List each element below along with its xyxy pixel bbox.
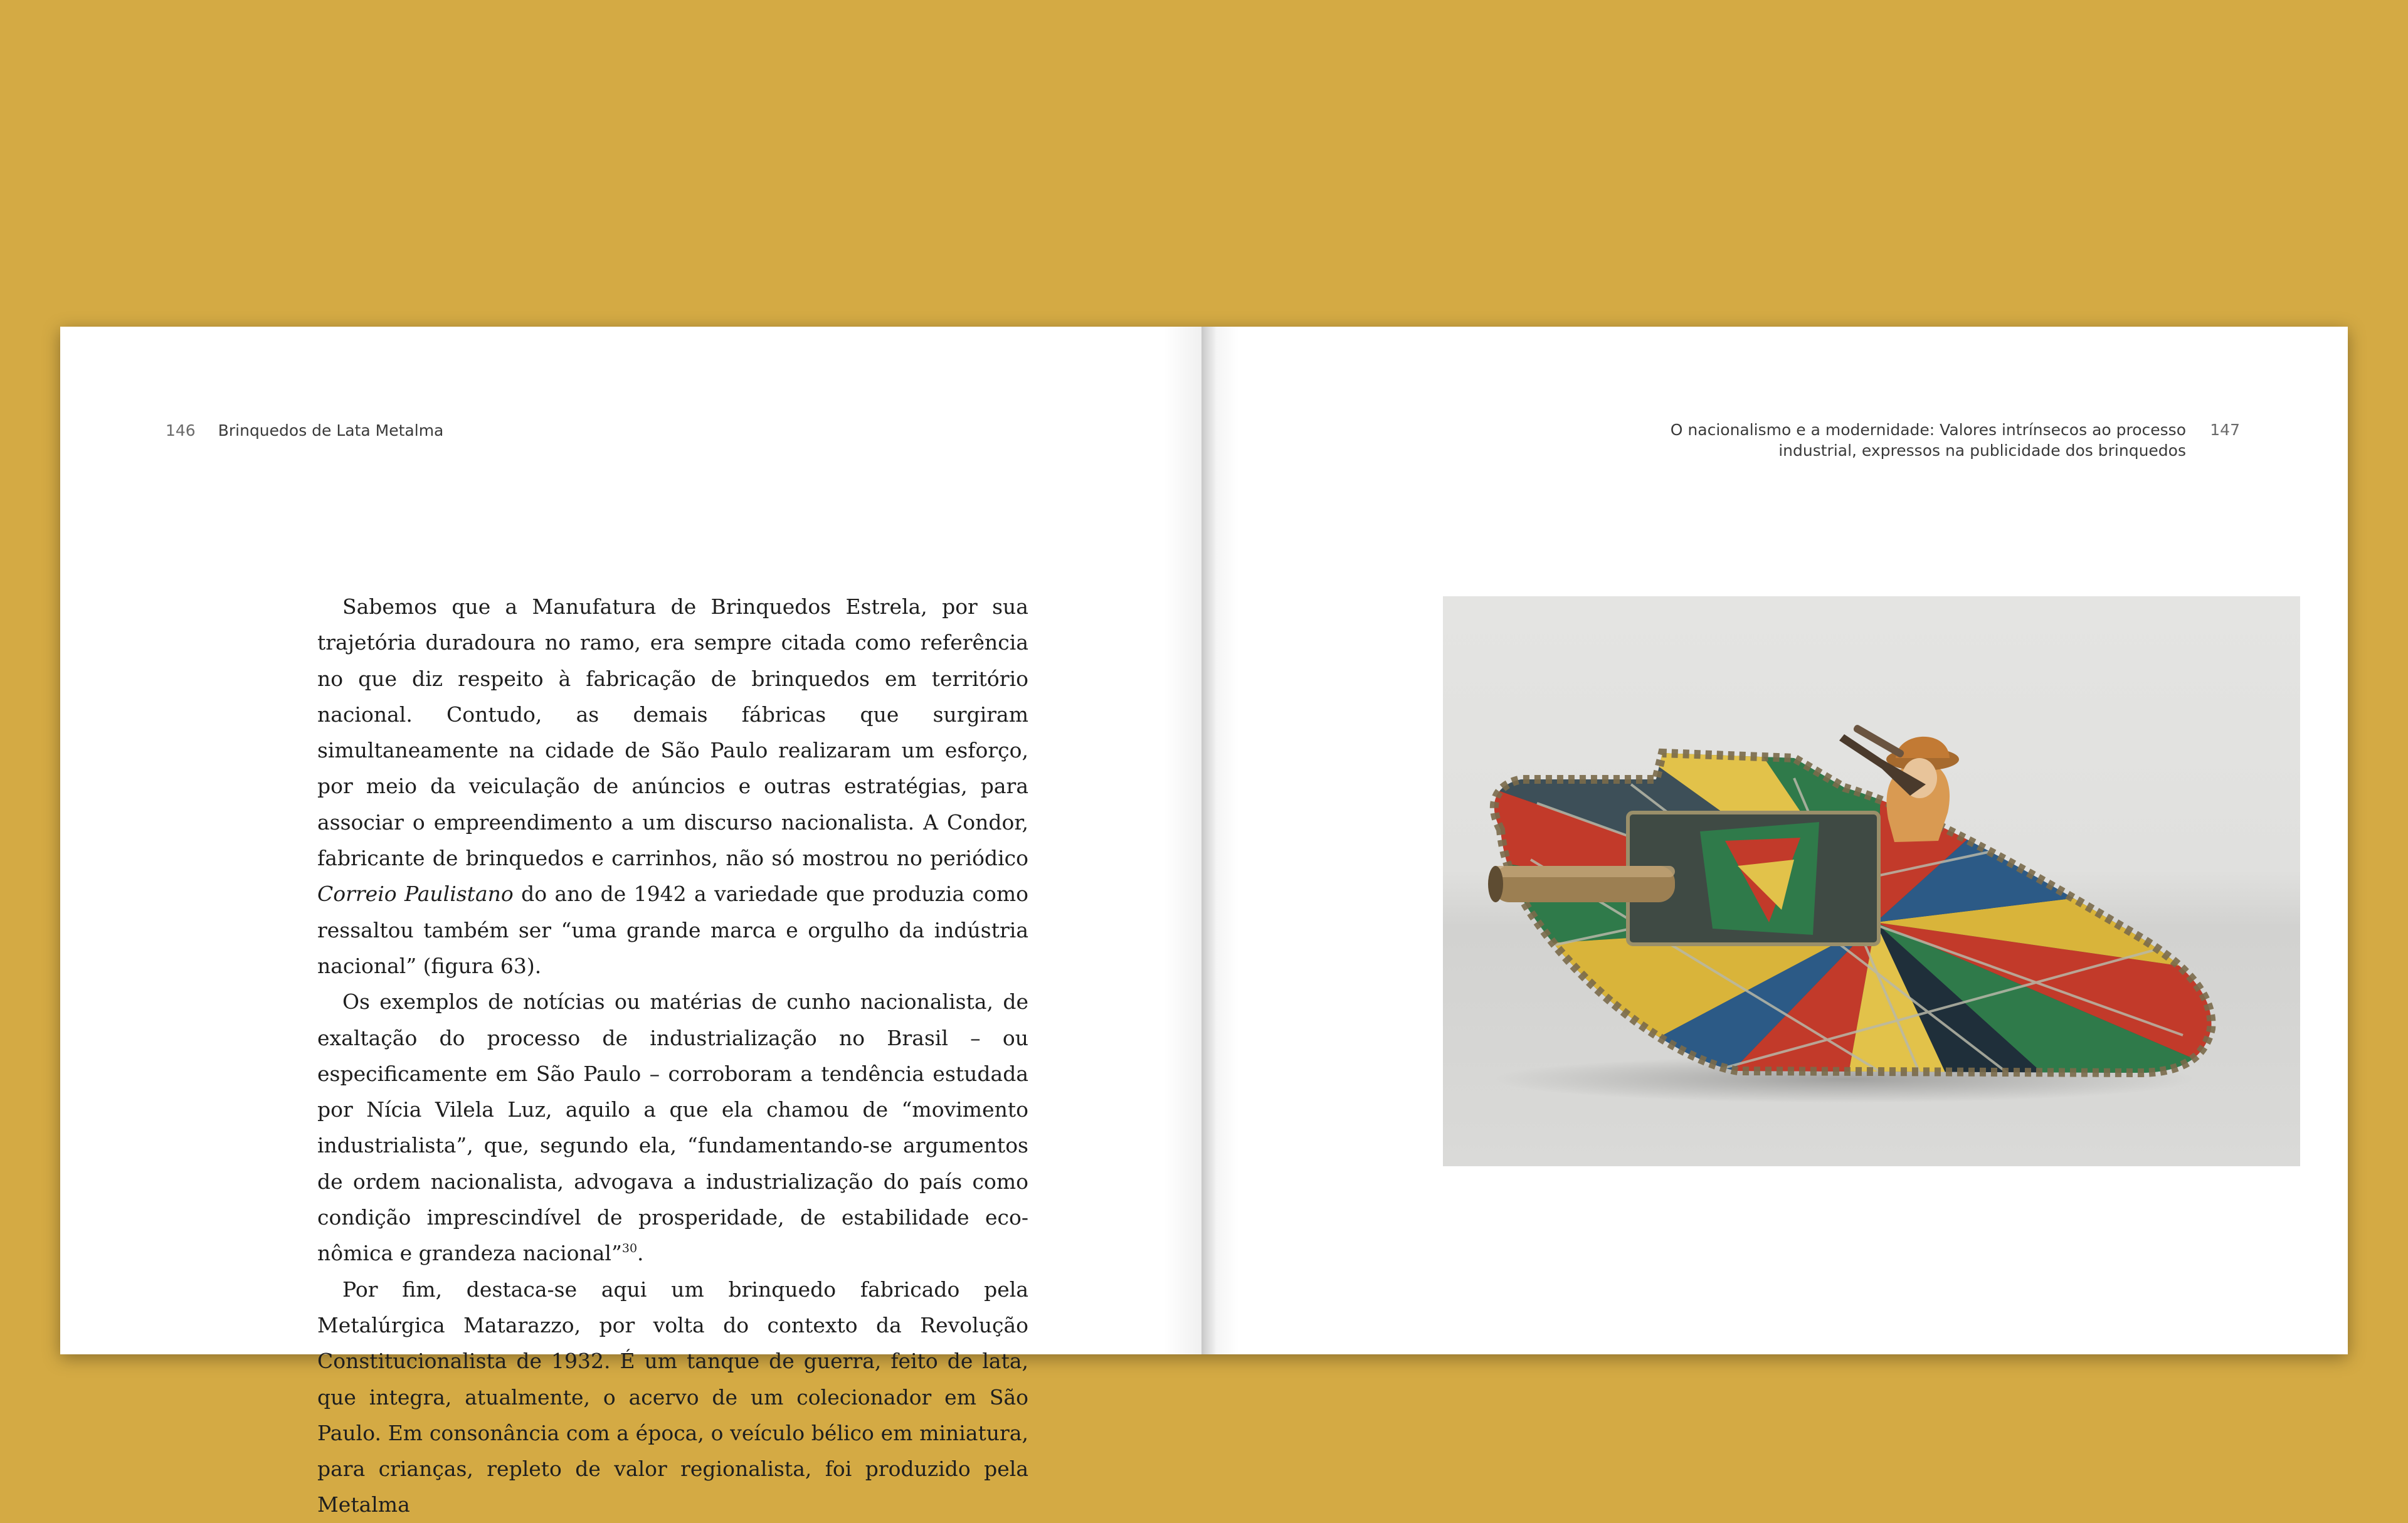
paragraph-text: Por fim, destaca-se aqui um brinquedo fabricado pela Metalúrgica Matarazzo, por volta do contexto da Revolução Constitucionalista de 1932. É um tanque de guerra, feito de lata, que integra, atualmente, o acervo de um colecionador em São Paulo. Em consonância com a época, o veículo bélico em miniatura, para crianças, repleto de valor regionalista, foi produzido pela Metalma: [317, 1277, 1028, 1517]
paragraph: [317, 1272, 1028, 1523]
gutter-shadow: [1201, 327, 1239, 1354]
footnote-marker[interactable]: 30: [621, 1241, 638, 1256]
tin-tank-photo: [1443, 596, 2300, 1166]
running-title-line: industrial, expressos na publicidade dos brinquedos: [1778, 441, 2186, 460]
paragraph-text: do ano de 1942 a variedade que produzia como ressaltou também ser “uma grande marca e orgulho da indústria nacional” (figura 63).: [317, 882, 1029, 978]
right-running-head: [1622, 419, 2186, 461]
running-title-line: O nacionalismo e a modernidade: Valores intrínsecos ao processo: [1670, 421, 2186, 439]
italic-publication-title: Correio Paulistano: [317, 882, 514, 907]
right-page: [1201, 327, 2348, 1354]
paragraph-text: Sabemos que a Manufatura de Brinquedos Estrela, por sua trajetória duradoura no ramo, era sempre citada como referência no que diz respeito à fabricação de brinquedos em território nacional. Contudo, as demais fábricas que surgiram simultaneamente na cidade de São Paulo realizaram um esforço, por meio da veiculação de anúncios e outras estratégias, para associar o empreendimento a um discurso nacionalista. A Condor, fabricante de brinquedos e carrinhos, não só mostrou no periódico: [317, 594, 1028, 871]
running-title: Brinquedos de Lata Metalma: [218, 421, 444, 440]
gutter-shadow: [1164, 327, 1201, 1354]
paragraph-text: Os exemplos de notícias ou matérias de cunho nacionalista, de exaltação do processo de industrialização no Brasil – ou especificamente em São Paulo – corroboram a tendência estudada por Nícia Vilela Luz, aquilo a que ela chamou de “movimento industrialista”, que, segundo ela, “fundamentando-se argumentos de ordem nacionalista, advogava a industrialização do país como condição imprescindível de prosperidade, de estabilidade econômica e grandeza nacional”: [317, 989, 1028, 1266]
left-page: [60, 327, 1201, 1517]
left-running-head: [166, 420, 443, 441]
page-number: 146: [166, 421, 196, 440]
page-number: 147: [2210, 421, 2240, 439]
paragraph-end: .: [637, 1241, 644, 1266]
paragraph: [317, 984, 1028, 1271]
body-text: [317, 589, 1028, 1523]
paragraph: [317, 589, 1028, 984]
tank-illustration: [1443, 596, 2300, 1166]
book-spread: [60, 327, 2348, 1517]
